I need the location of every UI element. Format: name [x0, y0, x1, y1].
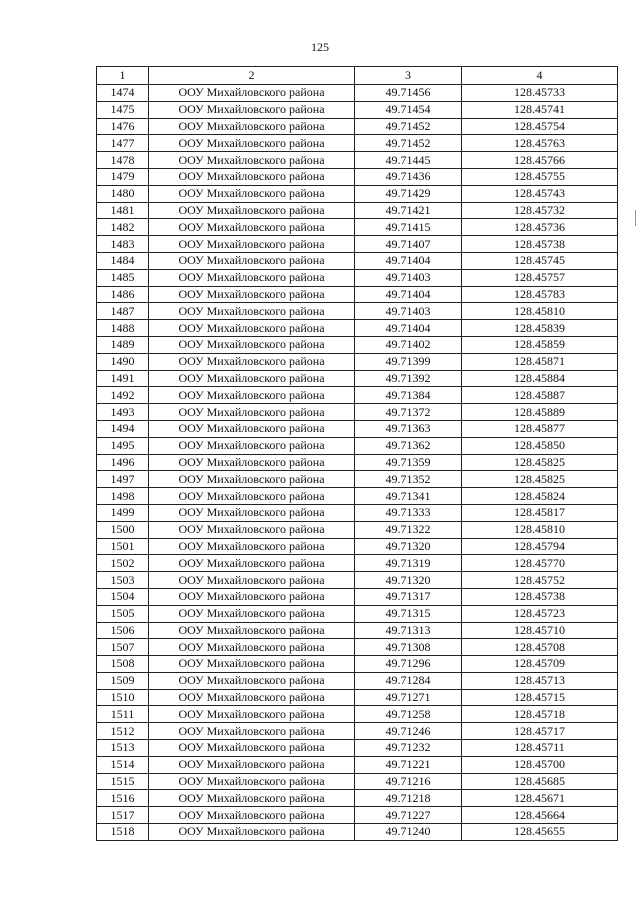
- longitude-cell: 128.45859: [462, 336, 618, 353]
- owner-cell: ООУ Михайловского района: [149, 387, 355, 404]
- latitude-cell: 49.71284: [355, 672, 462, 689]
- row-number-cell: 1489: [97, 336, 149, 353]
- table-row: [97, 672, 618, 689]
- longitude-cell: 128.45810: [462, 521, 618, 538]
- table-row: [97, 101, 618, 118]
- latitude-cell: 49.71319: [355, 555, 462, 572]
- row-number-cell: 1485: [97, 269, 149, 286]
- latitude-cell: 49.71429: [355, 185, 462, 202]
- longitude-cell: 128.45671: [462, 790, 618, 807]
- longitude-cell: 128.45732: [462, 202, 618, 219]
- owner-cell: ООУ Михайловского района: [149, 135, 355, 152]
- owner-cell: ООУ Михайловского района: [149, 404, 355, 421]
- owner-cell: ООУ Михайловского района: [149, 622, 355, 639]
- table-row: [97, 85, 618, 102]
- longitude-cell: 128.45887: [462, 387, 618, 404]
- longitude-cell: 128.45877: [462, 420, 618, 437]
- latitude-cell: 49.71384: [355, 387, 462, 404]
- longitude-cell: 128.45839: [462, 320, 618, 337]
- row-number-cell: 1510: [97, 689, 149, 706]
- owner-cell: ООУ Михайловского района: [149, 152, 355, 169]
- row-number-cell: 1484: [97, 252, 149, 269]
- owner-cell: ООУ Михайловского района: [149, 672, 355, 689]
- longitude-cell: 128.45794: [462, 538, 618, 555]
- latitude-cell: 49.71232: [355, 740, 462, 757]
- latitude-cell: 49.71404: [355, 286, 462, 303]
- owner-cell: ООУ Михайловского района: [149, 471, 355, 488]
- owner-cell: ООУ Михайловского района: [149, 588, 355, 605]
- owner-cell: ООУ Михайловского района: [149, 269, 355, 286]
- column-header: 3: [355, 67, 462, 85]
- latitude-cell: 49.71341: [355, 488, 462, 505]
- owner-cell: ООУ Михайловского района: [149, 202, 355, 219]
- row-number-cell: 1490: [97, 353, 149, 370]
- owner-cell: ООУ Михайловского района: [149, 320, 355, 337]
- row-number-cell: 1501: [97, 538, 149, 555]
- longitude-cell: 128.45733: [462, 85, 618, 102]
- longitude-cell: 128.45817: [462, 504, 618, 521]
- longitude-cell: 128.45743: [462, 185, 618, 202]
- table-row: [97, 420, 618, 437]
- owner-cell: ООУ Михайловского района: [149, 85, 355, 102]
- row-number-cell: 1513: [97, 740, 149, 757]
- row-number-cell: 1493: [97, 404, 149, 421]
- table-row: [97, 572, 618, 589]
- latitude-cell: 49.71308: [355, 639, 462, 656]
- longitude-cell: 128.45745: [462, 252, 618, 269]
- row-number-cell: 1497: [97, 471, 149, 488]
- latitude-cell: 49.71445: [355, 152, 462, 169]
- latitude-cell: 49.71403: [355, 269, 462, 286]
- latitude-cell: 49.71362: [355, 437, 462, 454]
- longitude-cell: 128.45825: [462, 471, 618, 488]
- owner-cell: ООУ Михайловского района: [149, 689, 355, 706]
- table-row: [97, 488, 618, 505]
- row-number-cell: 1506: [97, 622, 149, 639]
- table-row: [97, 135, 618, 152]
- owner-cell: ООУ Михайловского района: [149, 437, 355, 454]
- owner-cell: ООУ Михайловского района: [149, 740, 355, 757]
- latitude-cell: 49.71322: [355, 521, 462, 538]
- table-row: [97, 320, 618, 337]
- column-header: 1: [97, 67, 149, 85]
- latitude-cell: 49.71452: [355, 118, 462, 135]
- owner-cell: ООУ Михайловского района: [149, 790, 355, 807]
- table-row: [97, 168, 618, 185]
- table-row: [97, 538, 618, 555]
- row-number-cell: 1505: [97, 605, 149, 622]
- row-number-cell: 1483: [97, 236, 149, 253]
- table-row: [97, 824, 618, 841]
- table-row: [97, 723, 618, 740]
- owner-cell: ООУ Михайловского района: [149, 336, 355, 353]
- table-row: [97, 756, 618, 773]
- table-row: [97, 521, 618, 538]
- longitude-cell: 128.45711: [462, 740, 618, 757]
- owner-cell: ООУ Михайловского района: [149, 605, 355, 622]
- table-row: [97, 118, 618, 135]
- table-row: [97, 219, 618, 236]
- table-row: [97, 269, 618, 286]
- owner-cell: ООУ Михайловского района: [149, 521, 355, 538]
- longitude-cell: 128.45738: [462, 588, 618, 605]
- owner-cell: ООУ Михайловского района: [149, 236, 355, 253]
- longitude-cell: 128.45723: [462, 605, 618, 622]
- row-number-cell: 1495: [97, 437, 149, 454]
- latitude-cell: 49.71359: [355, 454, 462, 471]
- longitude-cell: 128.45850: [462, 437, 618, 454]
- row-number-cell: 1517: [97, 807, 149, 824]
- table-row: [97, 387, 618, 404]
- latitude-cell: 49.71352: [355, 471, 462, 488]
- longitude-cell: 128.45889: [462, 404, 618, 421]
- owner-cell: ООУ Михайловского района: [149, 303, 355, 320]
- owner-cell: ООУ Михайловского района: [149, 118, 355, 135]
- table-row: [97, 202, 618, 219]
- latitude-cell: 49.71399: [355, 353, 462, 370]
- latitude-cell: 49.71218: [355, 790, 462, 807]
- longitude-cell: 128.45752: [462, 572, 618, 589]
- table-row: [97, 588, 618, 605]
- table-row: [97, 286, 618, 303]
- row-number-cell: 1516: [97, 790, 149, 807]
- longitude-cell: 128.45757: [462, 269, 618, 286]
- row-number-cell: 1498: [97, 488, 149, 505]
- latitude-cell: 49.71313: [355, 622, 462, 639]
- owner-cell: ООУ Михайловского района: [149, 538, 355, 555]
- longitude-cell: 128.45708: [462, 639, 618, 656]
- owner-cell: ООУ Михайловского района: [149, 824, 355, 841]
- row-number-cell: 1514: [97, 756, 149, 773]
- table-row: [97, 370, 618, 387]
- owner-cell: ООУ Михайловского района: [149, 488, 355, 505]
- row-number-cell: 1512: [97, 723, 149, 740]
- owner-cell: ООУ Михайловского района: [149, 555, 355, 572]
- table-row: [97, 639, 618, 656]
- table-row: [97, 656, 618, 673]
- longitude-cell: 128.45718: [462, 706, 618, 723]
- latitude-cell: 49.71315: [355, 605, 462, 622]
- owner-cell: ООУ Михайловского района: [149, 168, 355, 185]
- table-row: [97, 773, 618, 790]
- row-number-cell: 1481: [97, 202, 149, 219]
- longitude-cell: 128.45664: [462, 807, 618, 824]
- row-number-cell: 1476: [97, 118, 149, 135]
- latitude-cell: 49.71317: [355, 588, 462, 605]
- table-row: [97, 790, 618, 807]
- row-number-cell: 1478: [97, 152, 149, 169]
- table-row: [97, 504, 618, 521]
- owner-cell: ООУ Михайловского района: [149, 101, 355, 118]
- latitude-cell: 49.71456: [355, 85, 462, 102]
- latitude-cell: 49.71407: [355, 236, 462, 253]
- owner-cell: ООУ Михайловского района: [149, 252, 355, 269]
- row-number-cell: 1494: [97, 420, 149, 437]
- owner-cell: ООУ Михайловского района: [149, 286, 355, 303]
- longitude-cell: 128.45710: [462, 622, 618, 639]
- longitude-cell: 128.45738: [462, 236, 618, 253]
- table-row: [97, 404, 618, 421]
- table-row: [97, 152, 618, 169]
- owner-cell: ООУ Михайловского района: [149, 420, 355, 437]
- latitude-cell: 49.71240: [355, 824, 462, 841]
- owner-cell: ООУ Михайловского района: [149, 773, 355, 790]
- longitude-cell: 128.45754: [462, 118, 618, 135]
- longitude-cell: 128.45770: [462, 555, 618, 572]
- latitude-cell: 49.71221: [355, 756, 462, 773]
- longitude-cell: 128.45824: [462, 488, 618, 505]
- owner-cell: ООУ Михайловского района: [149, 756, 355, 773]
- table-row: [97, 437, 618, 454]
- table-row: [97, 689, 618, 706]
- table-row: [97, 236, 618, 253]
- latitude-cell: 49.71402: [355, 336, 462, 353]
- owner-cell: ООУ Михайловского района: [149, 454, 355, 471]
- latitude-cell: 49.71452: [355, 135, 462, 152]
- latitude-cell: 49.71271: [355, 689, 462, 706]
- table-row: [97, 303, 618, 320]
- latitude-cell: 49.71227: [355, 807, 462, 824]
- row-number-cell: 1492: [97, 387, 149, 404]
- owner-cell: ООУ Михайловского района: [149, 572, 355, 589]
- latitude-cell: 49.71454: [355, 101, 462, 118]
- latitude-cell: 49.71403: [355, 303, 462, 320]
- longitude-cell: 128.45685: [462, 773, 618, 790]
- row-number-cell: 1477: [97, 135, 149, 152]
- table-row: [97, 605, 618, 622]
- row-number-cell: 1479: [97, 168, 149, 185]
- row-number-cell: 1518: [97, 824, 149, 841]
- owner-cell: ООУ Михайловского района: [149, 353, 355, 370]
- row-number-cell: 1486: [97, 286, 149, 303]
- owner-cell: ООУ Михайловского района: [149, 370, 355, 387]
- row-number-cell: 1496: [97, 454, 149, 471]
- table-body: [97, 85, 618, 841]
- owner-cell: ООУ Михайловского района: [149, 723, 355, 740]
- row-number-cell: 1507: [97, 639, 149, 656]
- row-number-cell: 1503: [97, 572, 149, 589]
- table-row: [97, 353, 618, 370]
- table-row: [97, 252, 618, 269]
- row-number-cell: 1482: [97, 219, 149, 236]
- scan-edge-mark: [635, 210, 636, 226]
- latitude-cell: 49.71415: [355, 219, 462, 236]
- row-number-cell: 1500: [97, 521, 149, 538]
- longitude-cell: 128.45766: [462, 152, 618, 169]
- longitude-cell: 128.45755: [462, 168, 618, 185]
- table-row: [97, 336, 618, 353]
- latitude-cell: 49.71363: [355, 420, 462, 437]
- table-row: [97, 740, 618, 757]
- longitude-cell: 128.45715: [462, 689, 618, 706]
- page-number: 125: [311, 40, 329, 54]
- latitude-cell: 49.71320: [355, 538, 462, 555]
- row-number-cell: 1488: [97, 320, 149, 337]
- longitude-cell: 128.45871: [462, 353, 618, 370]
- table-row: [97, 471, 618, 488]
- longitude-cell: 128.45741: [462, 101, 618, 118]
- longitude-cell: 128.45810: [462, 303, 618, 320]
- latitude-cell: 49.71320: [355, 572, 462, 589]
- longitude-cell: 128.45709: [462, 656, 618, 673]
- row-number-cell: 1487: [97, 303, 149, 320]
- longitude-cell: 128.45736: [462, 219, 618, 236]
- latitude-cell: 49.71421: [355, 202, 462, 219]
- table-row: [97, 185, 618, 202]
- latitude-cell: 49.71404: [355, 252, 462, 269]
- latitude-cell: 49.71404: [355, 320, 462, 337]
- table-row: [97, 454, 618, 471]
- table-row: [97, 555, 618, 572]
- row-number-cell: 1509: [97, 672, 149, 689]
- latitude-cell: 49.71333: [355, 504, 462, 521]
- table-row: [97, 807, 618, 824]
- latitude-cell: 49.71392: [355, 370, 462, 387]
- latitude-cell: 49.71258: [355, 706, 462, 723]
- latitude-cell: 49.71296: [355, 656, 462, 673]
- longitude-cell: 128.45763: [462, 135, 618, 152]
- owner-cell: ООУ Михайловского района: [149, 219, 355, 236]
- table-row: [97, 706, 618, 723]
- row-number-cell: 1480: [97, 185, 149, 202]
- row-number-cell: 1515: [97, 773, 149, 790]
- latitude-cell: 49.71216: [355, 773, 462, 790]
- longitude-cell: 128.45713: [462, 672, 618, 689]
- latitude-cell: 49.71246: [355, 723, 462, 740]
- owner-cell: ООУ Михайловского района: [149, 639, 355, 656]
- row-number-cell: 1508: [97, 656, 149, 673]
- table-row: [97, 622, 618, 639]
- longitude-cell: 128.45825: [462, 454, 618, 471]
- owner-cell: ООУ Михайловского района: [149, 504, 355, 521]
- owner-cell: ООУ Михайловского района: [149, 706, 355, 723]
- row-number-cell: 1511: [97, 706, 149, 723]
- owner-cell: ООУ Михайловского района: [149, 807, 355, 824]
- longitude-cell: 128.45884: [462, 370, 618, 387]
- row-number-cell: 1499: [97, 504, 149, 521]
- row-number-cell: 1502: [97, 555, 149, 572]
- row-number-cell: 1504: [97, 588, 149, 605]
- owner-cell: ООУ Михайловского района: [149, 656, 355, 673]
- coordinates-table: [96, 66, 618, 841]
- longitude-cell: 128.45783: [462, 286, 618, 303]
- latitude-cell: 49.71372: [355, 404, 462, 421]
- column-header: 2: [149, 67, 355, 85]
- owner-cell: ООУ Михайловского района: [149, 185, 355, 202]
- table-header-row: [97, 67, 618, 85]
- row-number-cell: 1491: [97, 370, 149, 387]
- row-number-cell: 1475: [97, 101, 149, 118]
- row-number-cell: 1474: [97, 85, 149, 102]
- longitude-cell: 128.45717: [462, 723, 618, 740]
- longitude-cell: 128.45700: [462, 756, 618, 773]
- latitude-cell: 49.71436: [355, 168, 462, 185]
- longitude-cell: 128.45655: [462, 824, 618, 841]
- column-header: 4: [462, 67, 618, 85]
